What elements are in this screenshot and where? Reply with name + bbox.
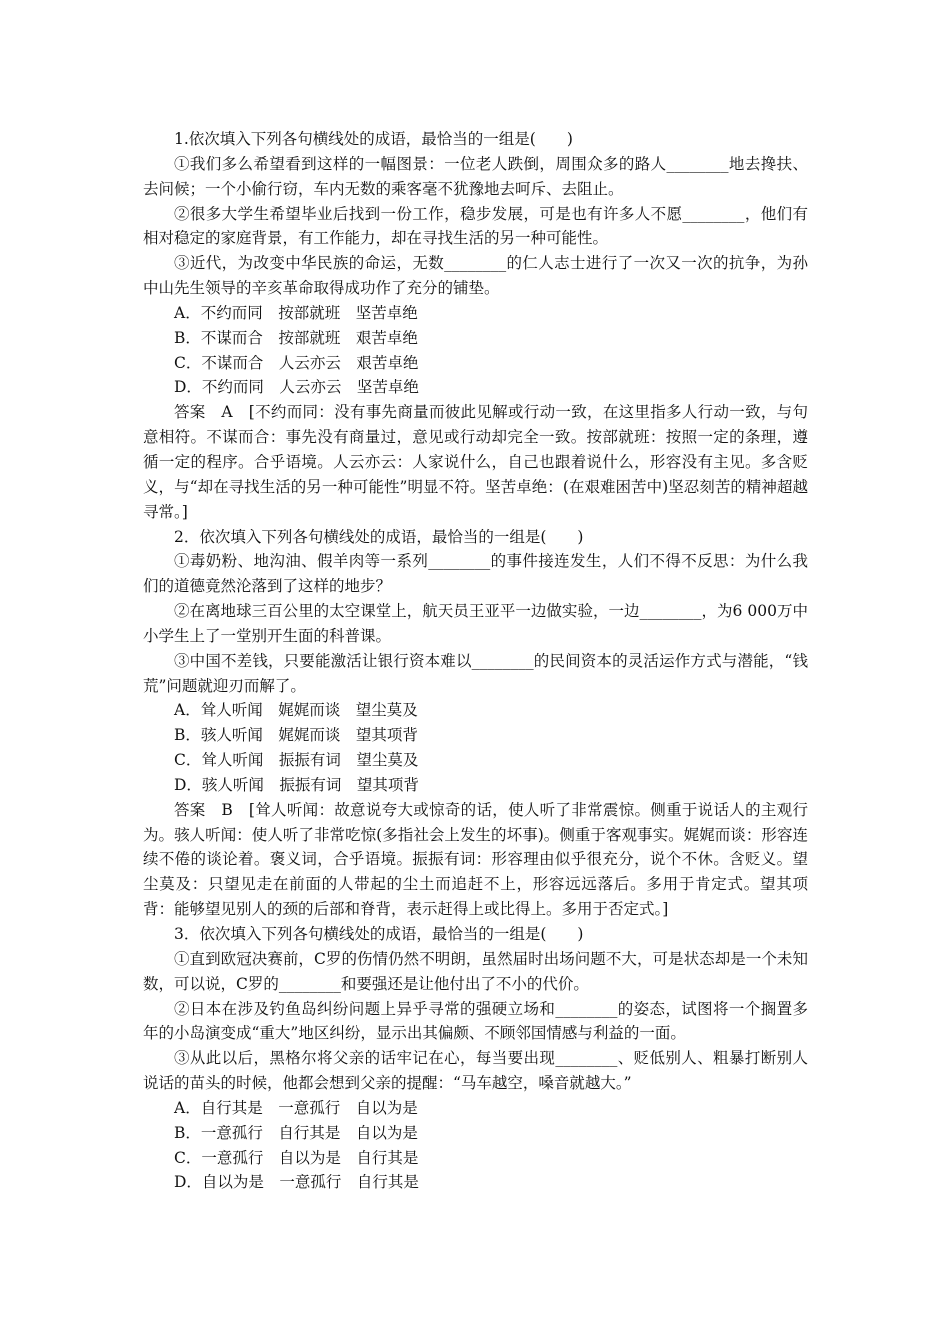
question-3-sentence-1: ①直到欧冠决赛前，C罗的伤情仍然不明朗，虽然届时出场问题不大，可是状态却是一个未知数，可以说，C罗的________和要强还是让他付出了不小的代价。 (143, 949, 808, 993)
question-1-sentence-3: ③近代，为改变中华民族的命运，无数________的仁人志士进行了一次又一次的抗争，为孙中山先生领导的辛亥革命取得成功作了充分的铺垫。 (143, 254, 808, 298)
question-2-answer: 答案 B [耸人听闻：故意说夸大或惊奇的话，使人听了非常震惊。侧重于说话人的主观行为。骇人听闻：使人听了非常吃惊(多指社会上发生的坏事)。侧重于客观事实。娓娓而谈：形容连续不倦的谈论着。褒义词，合乎语境。振振有词：形容理由似乎很充分，说个不休。含贬义。望尘莫及：只望见走在前面的人带起的尘土而追赶不上，形容远远落后。多用于肯定式。望其项背：能够望见别人的颈的后部和脊背，表示赶得上或比得上。多用于否定式。] (143, 800, 808, 919)
question-3-stem: 3．依次填入下列各句横线处的成语，最恰当的一组是( ) (174, 925, 584, 943)
question-1-option-c: C．不谋而合 人云亦云 艰苦卓绝 (174, 353, 419, 372)
question-3-option-c: C．一意孤行 自以为是 自行其是 (174, 1148, 419, 1167)
question-1-answer: 答案 A [不约而同：没有事先商量而彼此见解或行动一致，在这里指多人行动一致，与句意相符。不谋而合：事先没有商量过，意见或行动却完全一致。按部就班：按照一定的条理，遵循一定的程序。合乎语境。人云亦云：人家说什么，自己也跟着说什么，形容没有主见。多含贬义，与“却在寻找生活的另一种可能性”明显不符。坚苦卓绝：(在艰难困苦中)坚忍刻苦的精神超越寻常。] (143, 403, 808, 521)
question-3-option-d: D．自以为是 一意孤行 自行其是 (174, 1173, 419, 1192)
question-2-sentence-2: ②在离地球三百公里的太空课堂上，航天员王亚平一边做实验，一边________，为6 000万中小学生上了一堂别开生面的科普课。 (143, 602, 808, 645)
question-3-sentence-3: ③从此以后，黑格尔将父亲的话牢记在心，每当要出现________、贬低别人、粗暴打断别人说话的苗头的时候，他都会想到父亲的提醒：“马车越空，嗓音就越大。” (143, 1049, 808, 1093)
question-1-sentence-2: ②很多大学生希望毕业后找到一份工作，稳步发展，可是也有许多人不愿________，他们有相对稳定的家庭背景，有工作能力，却在寻找生活的另一种可能性。 (143, 204, 808, 248)
question-1-sentence-1: ①我们多么希望看到这样的一幅图景：一位老人跌倒，周围众多的路人________地去搀扶、去问候；一个小偷行窃，车内无数的乘客毫不犹豫地去呵斥、去阻止。 (143, 154, 808, 198)
question-2-option-d: D．骇人听闻 振振有词 望其项背 (174, 775, 419, 794)
question-3-sentence-2: ②日本在涉及钓鱼岛纠纷问题上异乎寻常的强硬立场和________的姿态，试图将一个搁置多年的小岛演变成“重大”地区纠纷，显示出其偏颇、不顾邻国情感与利益的一面。 (143, 999, 808, 1043)
question-1-stem: 1.依次填入下列各句横线处的成语，最恰当的一组是( ) (174, 130, 573, 148)
question-3-option-b: B．一意孤行 自行其是 自以为是 (174, 1123, 418, 1142)
question-1-option-d: D．不约而同 人云亦云 坚苦卓绝 (174, 378, 419, 397)
document-body (143, 127, 808, 1195)
question-2-option-a: A．耸人听闻 娓娓而谈 望尘莫及 (174, 701, 418, 720)
question-2-sentence-1: ①毒奶粉、地沟油、假羊肉等一系列________的事件接连发生，人们不得不反思：为什么我们的道德竟然沦落到了这样的地步？ (143, 552, 808, 596)
question-2-option-b: B．骇人听闻 娓娓而谈 望其项背 (174, 726, 418, 745)
question-1-option-b: B．不谋而合 按部就班 艰苦卓绝 (174, 328, 418, 347)
question-2-option-c: C．耸人听闻 振振有词 望尘莫及 (174, 751, 419, 770)
question-2-sentence-3: ③中国不差钱，只要能激活让银行资本难以________的民间资本的灵活运作方式与潜能，“钱荒”问题就迎刃而解了。 (143, 651, 808, 695)
question-2-stem: 2．依次填入下列各句横线处的成语，最恰当的一组是( ) (174, 527, 584, 546)
question-1-option-a: A．不约而同 按部就班 坚苦卓绝 (174, 303, 418, 322)
question-3-option-a: A．自行其是 一意孤行 自以为是 (174, 1098, 418, 1117)
